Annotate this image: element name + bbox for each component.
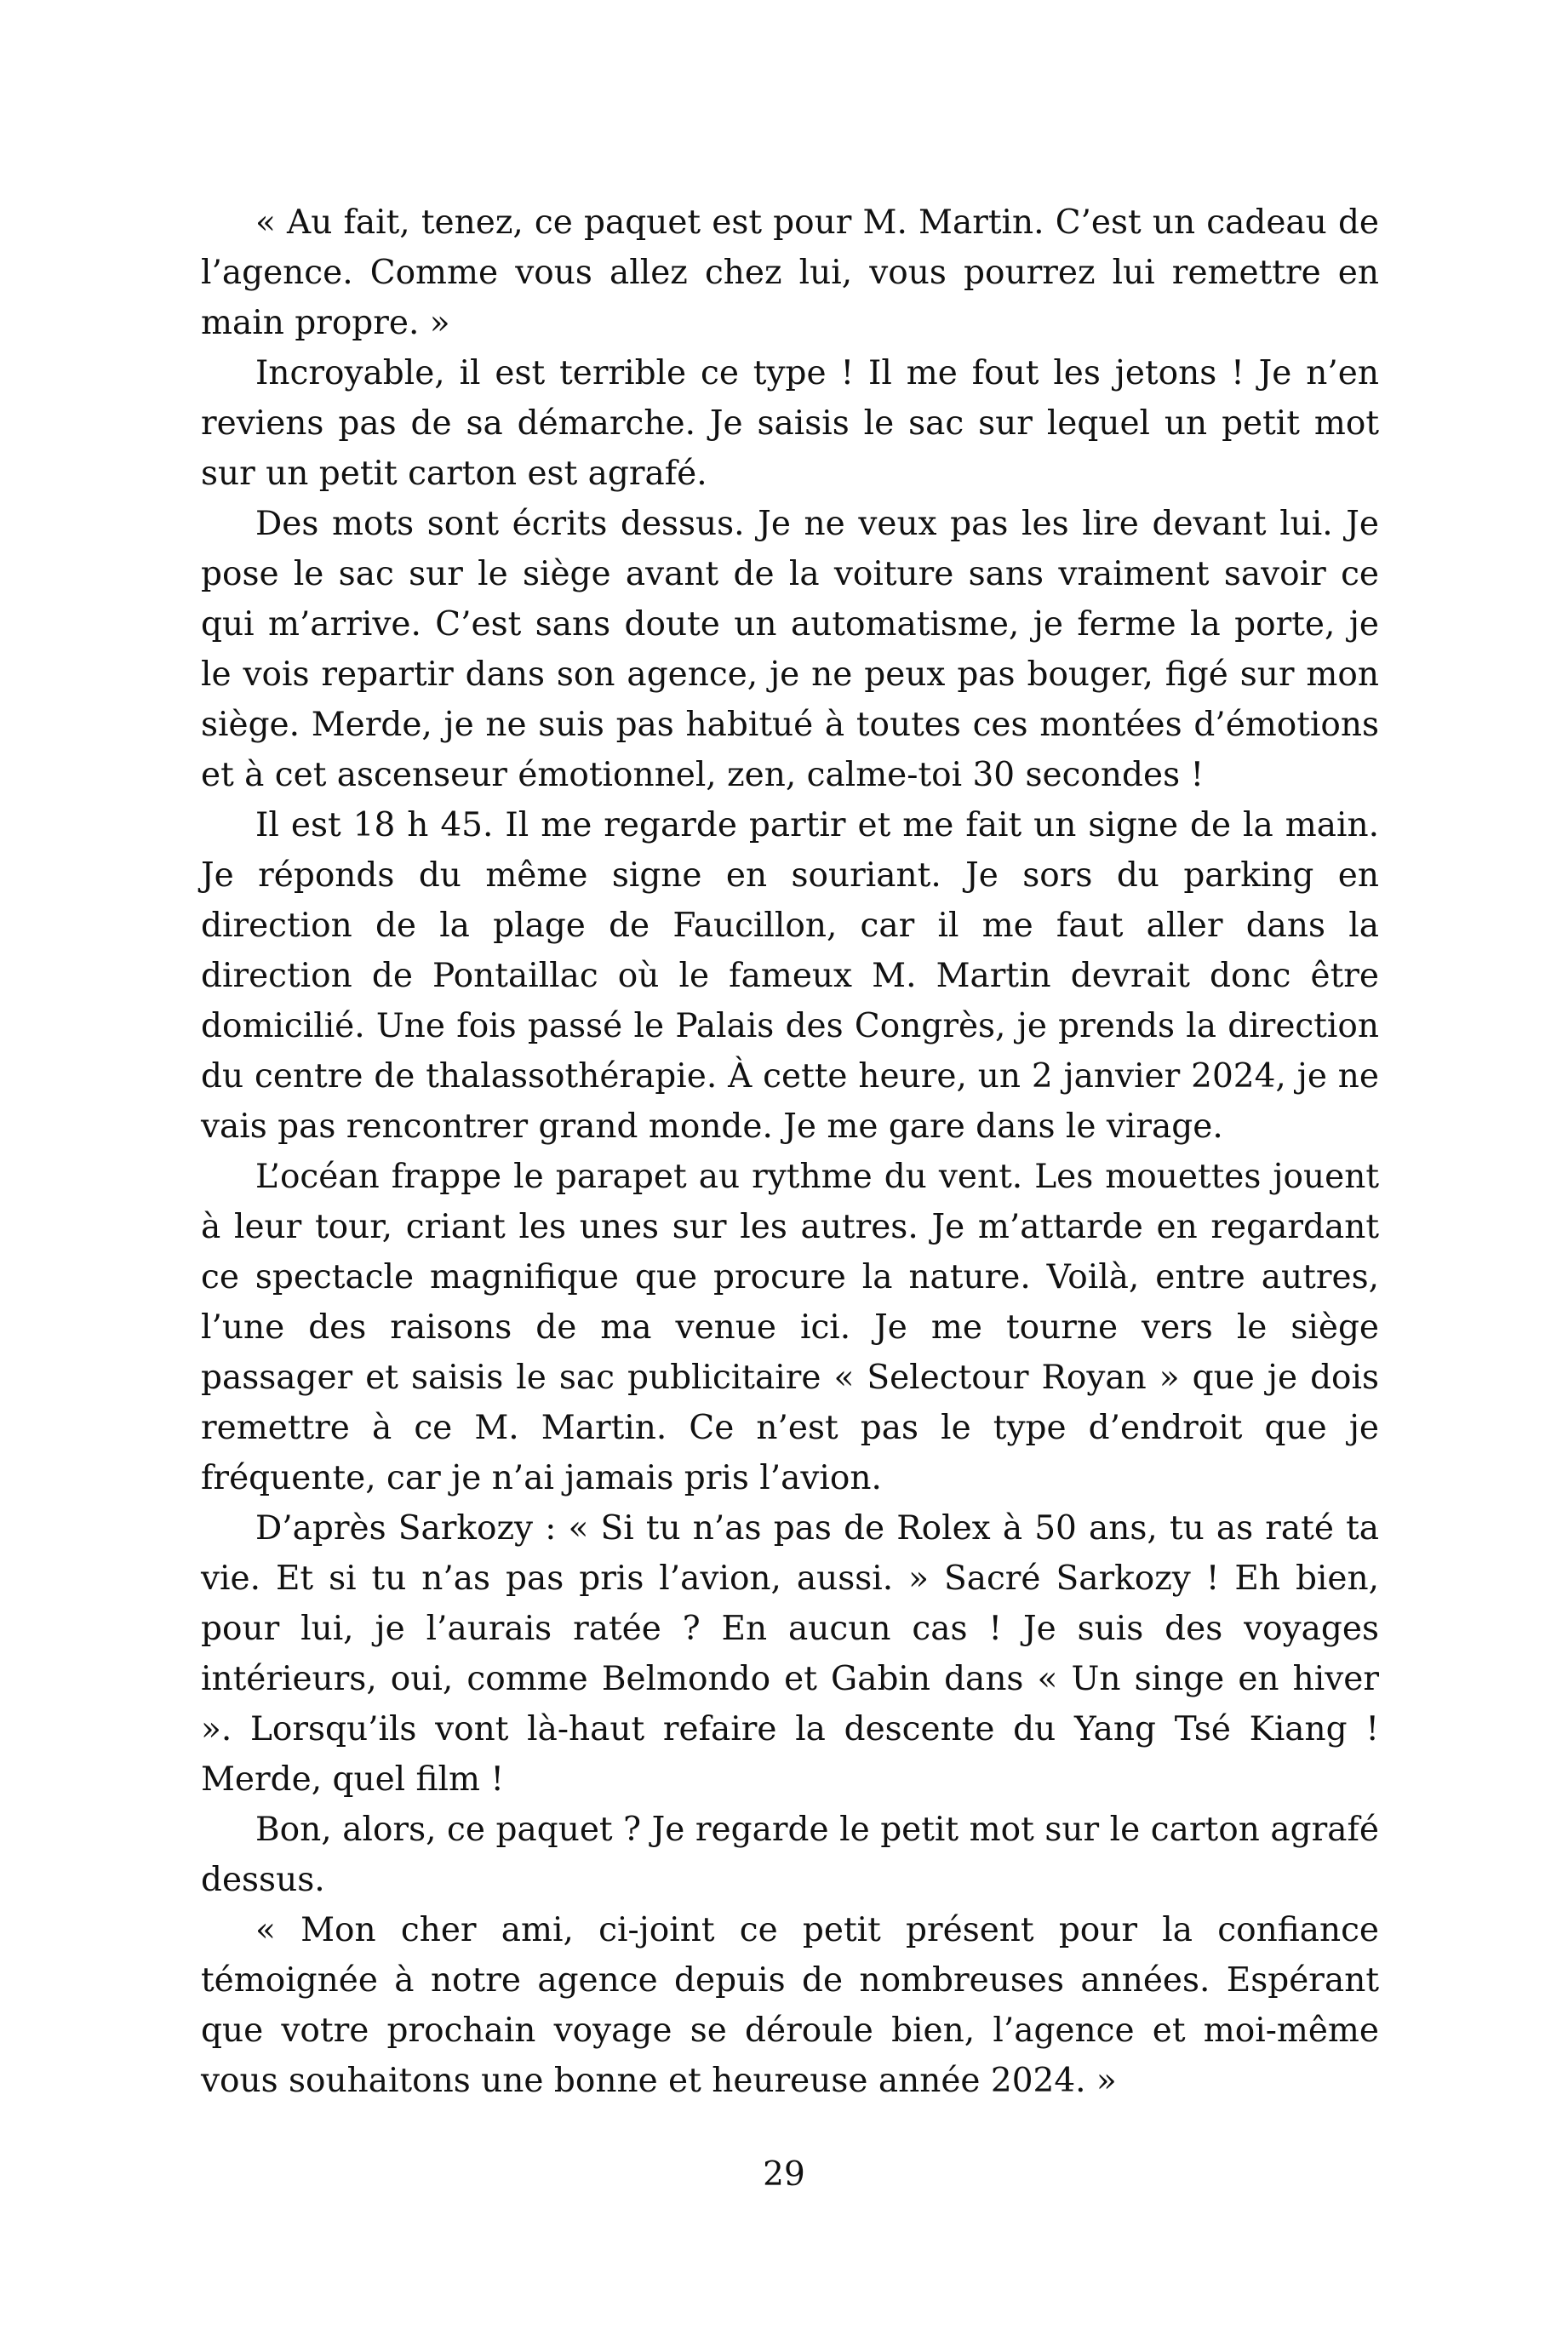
paragraph: Des mots sont écrits dessus. Je ne veux pas les lire devant lui. Je pose le sac sur le siège avant de la voiture sans vraiment savoir ce qui m’arrive. C’est sans doute un automatisme, je ferme la porte, je le vois repartir dans son agence, je ne peux pas bouger, figé sur mon siège. Merde, je ne suis pas habitué à toutes ces montées d’émotions et à cet ascenseur émotionnel, zen, calme-toi 30 secondes ! bbox=[201, 505, 1379, 794]
page-number: 29 bbox=[763, 2155, 805, 2194]
paragraph: Incroyable, il est terrible ce type ! Il me fout les jetons ! Je n’en reviens pas de sa démarche. Je saisis le sac sur lequel un petit mot sur un petit carton est agrafé. bbox=[201, 354, 1379, 493]
paragraph: Il est 18 h 45. Il me regarde partir et me fait un signe de la main. Je réponds du même signe en souriant. Je sors du parking en direction de la plage de Faucillon, car il me faut aller dans la direction de Pontaillac où le fameux M. Martin devrait donc être domicilié. Une fois passé le Palais des Congrès, je prends la direction du centre de thalassothérapie. À cette heure, un 2 janvier 2024, je ne vais pas rencontrer grand monde. Je me gare dans le virage. bbox=[201, 806, 1379, 1146]
paragraph: D’après Sarkozy : « Si tu n’as pas de Rolex à 50 ans, tu as raté ta vie. Et si tu n’as pas pris l’avion, aussi. » Sacré Sarkozy ! Eh bien, pour lui, je l’aurais ratée ? En aucun cas ! Je suis des voyages intérieurs, oui, comme Belmondo et Gabin dans « Un singe en hiver ». Lorsqu’ils vont là-haut refaire la descente du Yang Tsé Kiang ! Merde, quel film ! bbox=[201, 1509, 1379, 1799]
paragraph: Bon, alors, ce paquet ? Je regarde le petit mot sur le carton agrafé dessus. bbox=[201, 1811, 1379, 1899]
paragraph: L’océan frappe le parapet au rythme du vent. Les mouettes jouent à leur tour, criant les unes sur les autres. Je m’attarde en regardant ce spectacle magnifique que procure la nature. Voilà, entre autres, l’une des raisons de ma venue ici. Je me tourne vers le siège passager et saisis le sac publicitaire « Selectour Royan » que je dois remettre à ce M. Martin. Ce n’est pas le type d’endroit que je fréquente, car je n’ai jamais pris l’avion. bbox=[201, 1158, 1379, 1497]
paragraph: « Au fait, tenez, ce paquet est pour M. Martin. C’est un cadeau de l’agence. Comme vous allez chez lui, vous pourrez lui remettre en main propre. » bbox=[201, 203, 1379, 342]
paragraph: « Mon cher ami, ci-joint ce petit présent pour la confiance témoignée à notre agence depuis de nombreuses années. Espérant que votre prochain voyage se déroule bien, l’agence et moi-même vous souhaitons une bonne et heureuse année 2024. » bbox=[201, 1911, 1379, 2100]
body-text bbox=[201, 197, 1379, 2106]
